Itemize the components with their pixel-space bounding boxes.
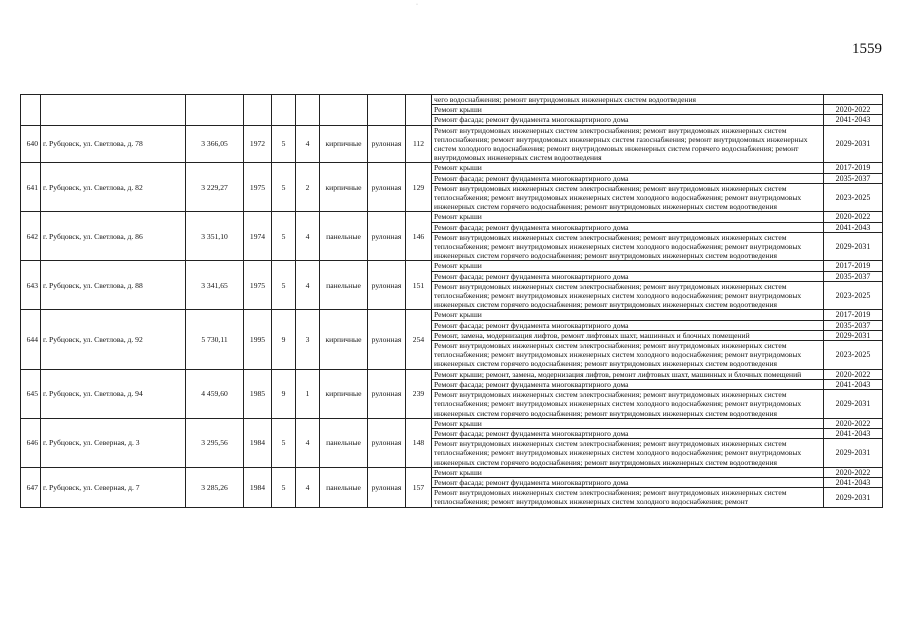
address-cell: г. Рубцовск, ул. Северная, д. 3	[41, 418, 186, 467]
period-cell: 2020-2022	[824, 105, 883, 115]
house-number-cell: 643	[21, 261, 41, 310]
period-cell: 2023-2025	[824, 183, 883, 212]
work-type-cell: Ремонт, замена, модернизация лифтов, ремонт лифтовых шахт, машинных и блочных помещений	[432, 330, 824, 340]
entrances-cell: 4	[296, 418, 320, 467]
roof-type-cell: рулонная	[368, 261, 406, 310]
period-cell: 2020-2022	[824, 369, 883, 379]
work-type-cell: Ремонт внутридомовых инженерных систем электроснабжения; ремонт внутридомовых инженерных систем теплоснабжения; ремонт внутридомовых инженерных систем холодного водоснабжения; ремонт внутридомовых инженерных систем горячего водоснабжения; ремонт внутридомовых инженерных систем водоотведения	[432, 232, 824, 261]
period-cell: 2041-2043	[824, 115, 883, 125]
work-type-cell: Ремонт фасада; ремонт фундамента многоквартирного дома	[432, 428, 824, 438]
period-cell: 2035-2037	[824, 173, 883, 183]
period-cell: 2041-2043	[824, 222, 883, 232]
period-cell: 2029-2031	[824, 330, 883, 340]
work-type-cell: Ремонт внутридомовых инженерных систем электроснабжения; ремонт внутридомовых инженерных систем теплоснабжения; ремонт внутридомовых инженерных систем холодного водоснабжения; ремонт	[432, 488, 824, 507]
work-type-cell: Ремонт внутридомовых инженерных систем электроснабжения; ремонт внутридомовых инженерных систем теплоснабжения; ремонт внутридомовых инженерных систем холодного водоснабжения; ремонт внутридомовых инженерных систем горячего водоснабжения; ремонт внутридомовых инженерных систем водоотведения	[432, 281, 824, 310]
house-number-cell: 642	[21, 212, 41, 261]
period-cell: 2041-2043	[824, 477, 883, 487]
wall-material-cell: панельные	[320, 212, 368, 261]
period-cell: 2023-2025	[824, 341, 883, 370]
period-cell: 2017-2019	[824, 310, 883, 320]
period-cell: 2029-2031	[824, 488, 883, 507]
area-cell: 3 351,10	[186, 212, 244, 261]
year-cell: 1985	[244, 369, 272, 418]
table-row	[21, 261, 883, 271]
period-cell: 2041-2043	[824, 428, 883, 438]
period-cell: 2020-2022	[824, 212, 883, 222]
wall-material-cell: панельные	[320, 418, 368, 467]
roof-type-cell: рулонная	[368, 310, 406, 369]
apartments-cell: 254	[406, 310, 432, 369]
area-cell: 3 229,27	[186, 163, 244, 212]
work-type-cell: Ремонт внутридомовых инженерных систем электроснабжения; ремонт внутридомовых инженерных систем теплоснабжения; ремонт внутридомовых инженерных систем холодного водоснабжения; ремонт внутридомовых инженерных систем горячего водоснабжения; ремонт внутридомовых инженерных систем водоотведения	[432, 341, 824, 370]
empty-cell	[272, 95, 296, 126]
work-type-cell: Ремонт фасада; ремонт фундамента многоквартирного дома	[432, 271, 824, 281]
table-row	[21, 467, 883, 477]
wall-material-cell: кирпичные	[320, 125, 368, 163]
floors-cell: 5	[272, 212, 296, 261]
work-type-cell: Ремонт внутридомовых инженерных систем электроснабжения; ремонт внутридомовых инженерных систем теплоснабжения; ремонт внутридомовых инженерных систем газоснабжения; ремонт внутридомовых инженерных систем холодного водоснабжения; ремонт внутридомовых инженерных систем горячего водоснабжения; ремонт внутридомовых инженерных систем водоотведения	[432, 125, 824, 163]
scan-dot: ·	[416, 2, 418, 8]
wall-material-cell: панельные	[320, 467, 368, 507]
work-type-cell: Ремонт фасада; ремонт фундамента многоквартирного дома	[432, 173, 824, 183]
house-number-cell: 647	[21, 467, 41, 507]
work-type-cell: Ремонт фасада; ремонт фундамента многоквартирного дома	[432, 320, 824, 330]
address-cell: г. Рубцовск, ул. Северная, д. 7	[41, 467, 186, 507]
work-type-cell: Ремонт фасада; ремонт фундамента многоквартирного дома	[432, 115, 824, 125]
year-cell: 1984	[244, 467, 272, 507]
roof-type-cell: рулонная	[368, 467, 406, 507]
work-type-cell: Ремонт внутридомовых инженерных систем электроснабжения; ремонт внутридомовых инженерных систем теплоснабжения; ремонт внутридомовых инженерных систем холодного водоснабжения; ремонт внутридомовых инженерных систем горячего водоснабжения; ремонт внутридомовых инженерных систем водоотведения	[432, 183, 824, 212]
period-cell: 2035-2037	[824, 320, 883, 330]
year-cell: 1974	[244, 212, 272, 261]
entrances-cell: 3	[296, 310, 320, 369]
period-cell: 2020-2022	[824, 418, 883, 428]
floors-cell: 5	[272, 261, 296, 310]
address-cell: г. Рубцовск, ул. Светлова, д. 94	[41, 369, 186, 418]
work-type-cell: Ремонт фасада; ремонт фундамента многоквартирного дома	[432, 379, 824, 389]
capital-repair-table	[20, 94, 883, 508]
area-cell: 4 459,60	[186, 369, 244, 418]
year-cell: 1975	[244, 163, 272, 212]
address-cell: г. Рубцовск, ул. Светлова, д. 78	[41, 125, 186, 163]
house-number-cell: 644	[21, 310, 41, 369]
empty-cell	[320, 95, 368, 126]
work-type-cell: Ремонт крыши	[432, 163, 824, 173]
empty-cell	[21, 95, 41, 126]
house-number-cell: 645	[21, 369, 41, 418]
table-row	[21, 212, 883, 222]
table-row	[21, 95, 883, 105]
address-cell: г. Рубцовск, ул. Светлова, д. 88	[41, 261, 186, 310]
year-cell: 1972	[244, 125, 272, 163]
apartments-cell: 112	[406, 125, 432, 163]
floors-cell: 9	[272, 369, 296, 418]
empty-cell	[244, 95, 272, 126]
period-cell: 2041-2043	[824, 379, 883, 389]
table-row	[21, 310, 883, 320]
year-cell: 1975	[244, 261, 272, 310]
roof-type-cell: рулонная	[368, 163, 406, 212]
table-row	[21, 125, 883, 163]
wall-material-cell: кирпичные	[320, 310, 368, 369]
roof-type-cell: рулонная	[368, 418, 406, 467]
apartments-cell: 146	[406, 212, 432, 261]
floors-cell: 5	[272, 467, 296, 507]
period-cell: 2017-2019	[824, 261, 883, 271]
page-number: 1559	[852, 41, 882, 57]
entrances-cell: 4	[296, 467, 320, 507]
apartments-cell: 129	[406, 163, 432, 212]
area-cell: 3 285,26	[186, 467, 244, 507]
area-cell: 3 366,05	[186, 125, 244, 163]
house-number-cell: 640	[21, 125, 41, 163]
table-row	[21, 369, 883, 379]
work-type-cell: Ремонт крыши	[432, 105, 824, 115]
work-type-cell: чего водоснабжения; ремонт внутридомовых инженерных систем водоотведения	[432, 95, 824, 105]
house-number-cell: 646	[21, 418, 41, 467]
area-cell: 3 341,65	[186, 261, 244, 310]
work-type-cell: Ремонт внутридомовых инженерных систем электроснабжения; ремонт внутридомовых инженерных систем теплоснабжения; ремонт внутридомовых инженерных систем холодного водоснабжения; ремонт внутридомовых инженерных систем горячего водоснабжения; ремонт внутридомовых инженерных систем водоотведения	[432, 390, 824, 419]
period-cell: 2029-2031	[824, 390, 883, 419]
work-type-cell: Ремонт крыши	[432, 261, 824, 271]
work-type-cell: Ремонт крыши	[432, 418, 824, 428]
roof-type-cell: рулонная	[368, 125, 406, 163]
address-cell: г. Рубцовск, ул. Светлова, д. 86	[41, 212, 186, 261]
roof-type-cell: рулонная	[368, 212, 406, 261]
floors-cell: 5	[272, 125, 296, 163]
year-cell: 1984	[244, 418, 272, 467]
work-type-cell: Ремонт фасада; ремонт фундамента многоквартирного дома	[432, 222, 824, 232]
empty-cell	[186, 95, 244, 126]
entrances-cell: 2	[296, 163, 320, 212]
house-number-cell: 641	[21, 163, 41, 212]
period-cell: 2020-2022	[824, 467, 883, 477]
empty-cell	[368, 95, 406, 126]
period-cell: 2029-2031	[824, 439, 883, 468]
year-cell: 1995	[244, 310, 272, 369]
work-type-cell: Ремонт крыши; ремонт, замена, модернизация лифтов, ремонт лифтовых шахт, машинных и блочных помещений	[432, 369, 824, 379]
apartments-cell: 239	[406, 369, 432, 418]
period-cell: 2029-2031	[824, 125, 883, 163]
area-cell: 5 730,11	[186, 310, 244, 369]
empty-cell	[406, 95, 432, 126]
period-cell	[824, 95, 883, 105]
roof-type-cell: рулонная	[368, 369, 406, 418]
floors-cell: 9	[272, 310, 296, 369]
entrances-cell: 1	[296, 369, 320, 418]
empty-cell	[296, 95, 320, 126]
work-type-cell: Ремонт крыши	[432, 310, 824, 320]
entrances-cell: 4	[296, 261, 320, 310]
period-cell: 2029-2031	[824, 232, 883, 261]
period-cell: 2035-2037	[824, 271, 883, 281]
period-cell: 2023-2025	[824, 281, 883, 310]
floors-cell: 5	[272, 163, 296, 212]
address-cell: г. Рубцовск, ул. Светлова, д. 82	[41, 163, 186, 212]
wall-material-cell: панельные	[320, 261, 368, 310]
entrances-cell: 4	[296, 125, 320, 163]
apartments-cell: 157	[406, 467, 432, 507]
empty-cell	[41, 95, 186, 126]
apartments-cell: 148	[406, 418, 432, 467]
table-row	[21, 163, 883, 173]
wall-material-cell: кирпичные	[320, 163, 368, 212]
apartments-cell: 151	[406, 261, 432, 310]
area-cell: 3 295,56	[186, 418, 244, 467]
period-cell: 2017-2019	[824, 163, 883, 173]
table-row	[21, 418, 883, 428]
work-type-cell: Ремонт внутридомовых инженерных систем электроснабжения; ремонт внутридомовых инженерных систем теплоснабжения; ремонт внутридомовых инженерных систем холодного водоснабжения; ремонт внутридомовых инженерных систем горячего водоснабжения; ремонт внутридомовых инженерных систем водоотведения	[432, 439, 824, 468]
work-type-cell: Ремонт крыши	[432, 467, 824, 477]
work-type-cell: Ремонт крыши	[432, 212, 824, 222]
address-cell: г. Рубцовск, ул. Светлова, д. 92	[41, 310, 186, 369]
wall-material-cell: кирпичные	[320, 369, 368, 418]
entrances-cell: 4	[296, 212, 320, 261]
work-type-cell: Ремонт фасада; ремонт фундамента многоквартирного дома	[432, 477, 824, 487]
floors-cell: 5	[272, 418, 296, 467]
